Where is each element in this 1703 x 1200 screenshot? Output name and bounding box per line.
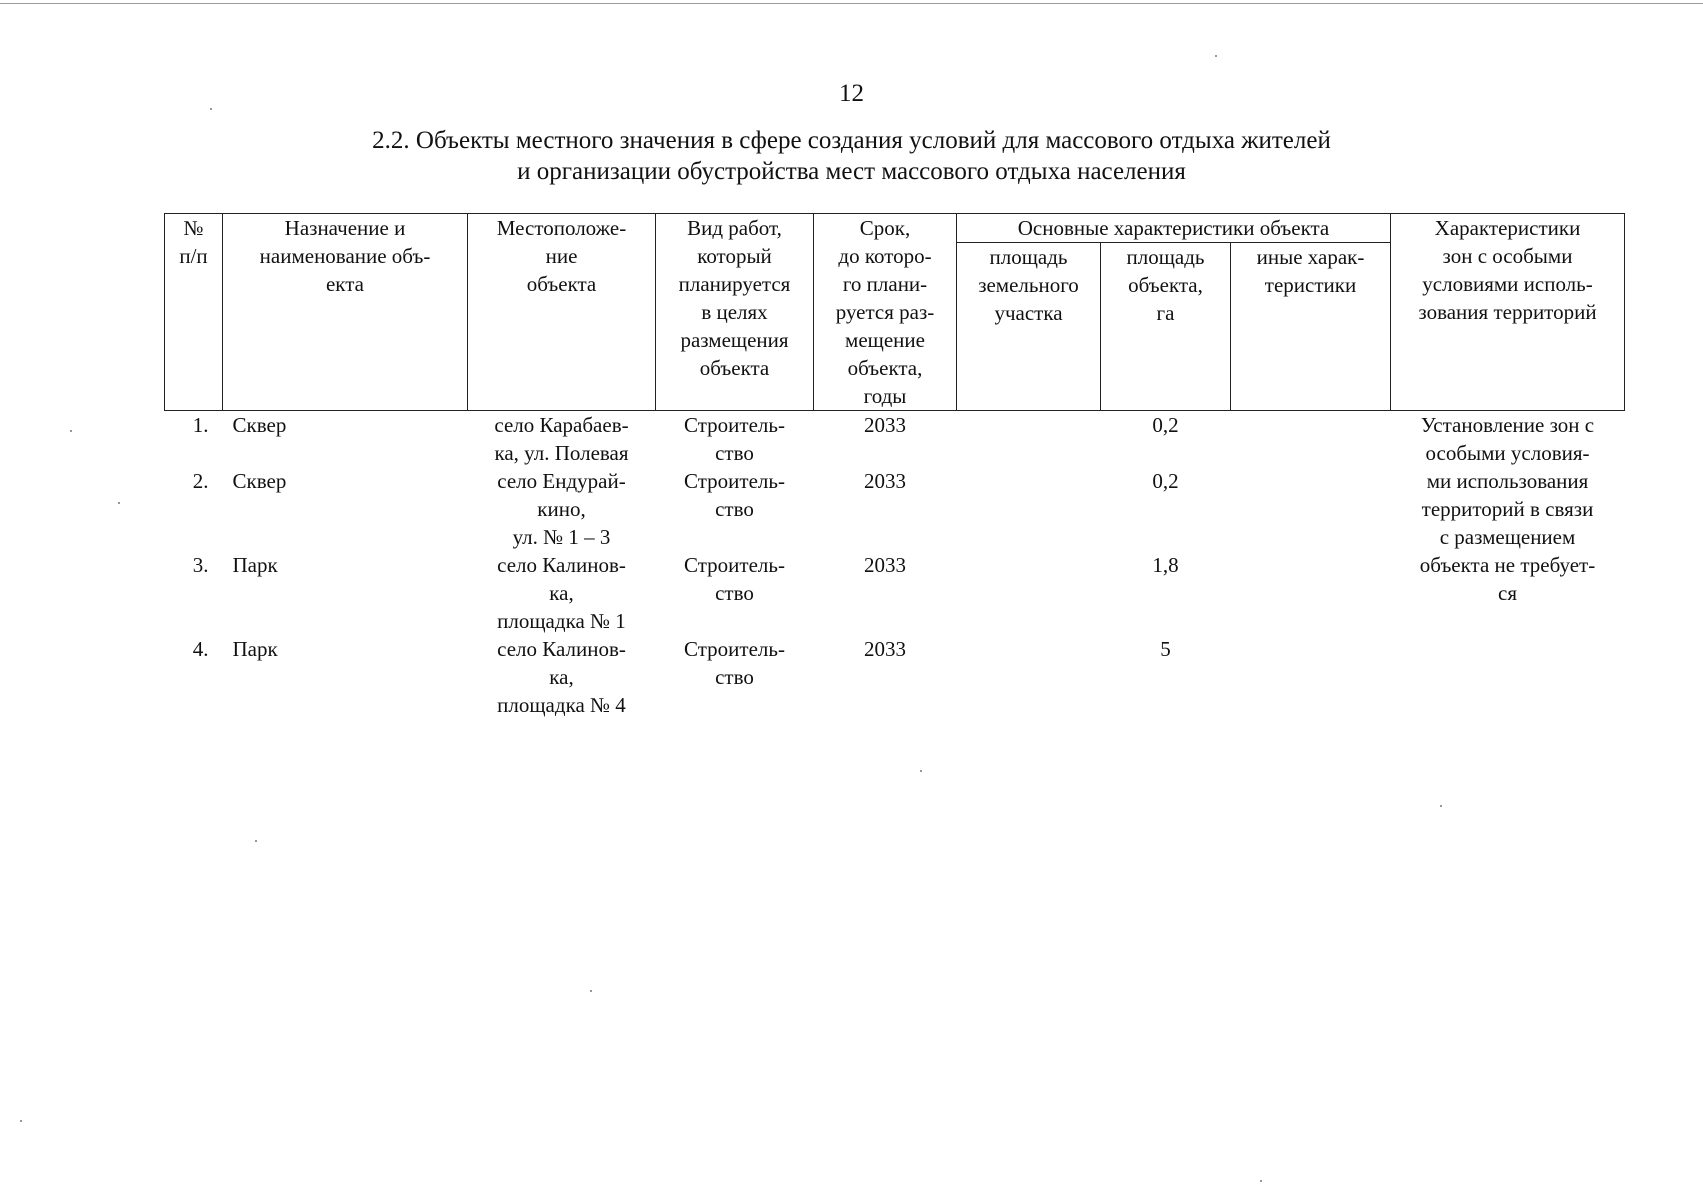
cell-name: Сквер: [232, 469, 287, 493]
cell-land-area: [957, 467, 1101, 551]
scan-speck: [210, 108, 212, 110]
section-title: [0, 125, 1703, 187]
cell-other: [1231, 635, 1391, 719]
title-line-2: и организации обустройства мест массового отдыха населения: [517, 158, 1186, 185]
cell-other: [1231, 467, 1391, 551]
cell-num: 2.: [192, 469, 209, 493]
cell-work: Строитель- ство: [684, 469, 785, 521]
cell-num: 1.: [192, 413, 209, 437]
cell-term: 2033: [864, 637, 906, 661]
cell-land-area: [957, 635, 1101, 719]
cell-location: село Калинов- ка, площадка № 4: [497, 637, 626, 717]
scan-speck: [20, 1120, 22, 1122]
cell-work: Строитель- ство: [684, 637, 785, 689]
header-land-area: площадь земельного участка: [957, 243, 1101, 411]
cell-land-area: [957, 551, 1101, 635]
cell-location: село Карабаев- ка, ул. Полевая: [494, 413, 629, 465]
cell-work: Строитель- ство: [684, 413, 785, 465]
scan-speck: [590, 990, 592, 992]
header-term: Срок, до которо- го плани- руется раз- мещение объекта, годы: [814, 214, 957, 411]
header-name: Назначение и наименование объ- екта: [223, 214, 468, 411]
cell-other: [1231, 411, 1391, 468]
cell-num: 3.: [192, 553, 209, 577]
header-work: Вид работ, который планируется в целях размещения объекта: [656, 214, 814, 411]
title-line-1: 2.2. Объекты местного значения в сфере создания условий для массового отдыха жителей: [372, 127, 1331, 154]
scan-speck: [920, 770, 922, 772]
header-main-characteristics: Основные характеристики объекта: [957, 214, 1391, 243]
cell-name: Парк: [232, 637, 278, 661]
scan-speck: [1440, 805, 1442, 807]
page-number: 12: [839, 80, 864, 107]
header-other: иные харак- теристики: [1231, 243, 1391, 411]
scan-speck: [255, 840, 257, 842]
cell-object-area: 0,2: [1152, 413, 1179, 437]
scan-edge-line: [0, 3, 1703, 4]
cell-other: [1231, 551, 1391, 635]
table-body: [165, 411, 1625, 720]
cell-name: Сквер: [232, 413, 287, 437]
scan-speck: [118, 502, 120, 504]
header-num: № п/п: [165, 214, 223, 411]
cell-object-area: 0,2: [1152, 469, 1179, 493]
cell-term: 2033: [864, 413, 906, 437]
header-location: Местоположе- ние объекта: [468, 214, 656, 411]
table-row: [165, 411, 1625, 468]
cell-term: 2033: [864, 469, 906, 493]
cell-object-area: 1,8: [1152, 553, 1179, 577]
scan-speck: [70, 430, 72, 432]
cell-location: село Калинов- ка, площадка № 1: [497, 553, 626, 633]
cell-land-area: [957, 411, 1101, 468]
scan-speck: [1260, 1180, 1262, 1182]
header-object-area: площадь объекта, га: [1101, 243, 1231, 411]
header-zones: Характеристики зон с особыми условиями исполь- зования территорий: [1391, 214, 1625, 411]
scan-speck: [1215, 55, 1217, 57]
cell-location: село Ендурай- кино, ул. № 1 – 3: [497, 469, 626, 549]
cell-name: Парк: [232, 553, 278, 577]
cell-zones-note: Установление зон с особыми условия- ми использования территорий в связи с размещением объекта не требует- ся: [1419, 413, 1596, 605]
cell-num: 4.: [192, 637, 209, 661]
cell-object-area: 5: [1160, 637, 1171, 661]
cell-term: 2033: [864, 553, 906, 577]
objects-table: [164, 213, 1625, 719]
cell-work: Строитель- ство: [684, 553, 785, 605]
